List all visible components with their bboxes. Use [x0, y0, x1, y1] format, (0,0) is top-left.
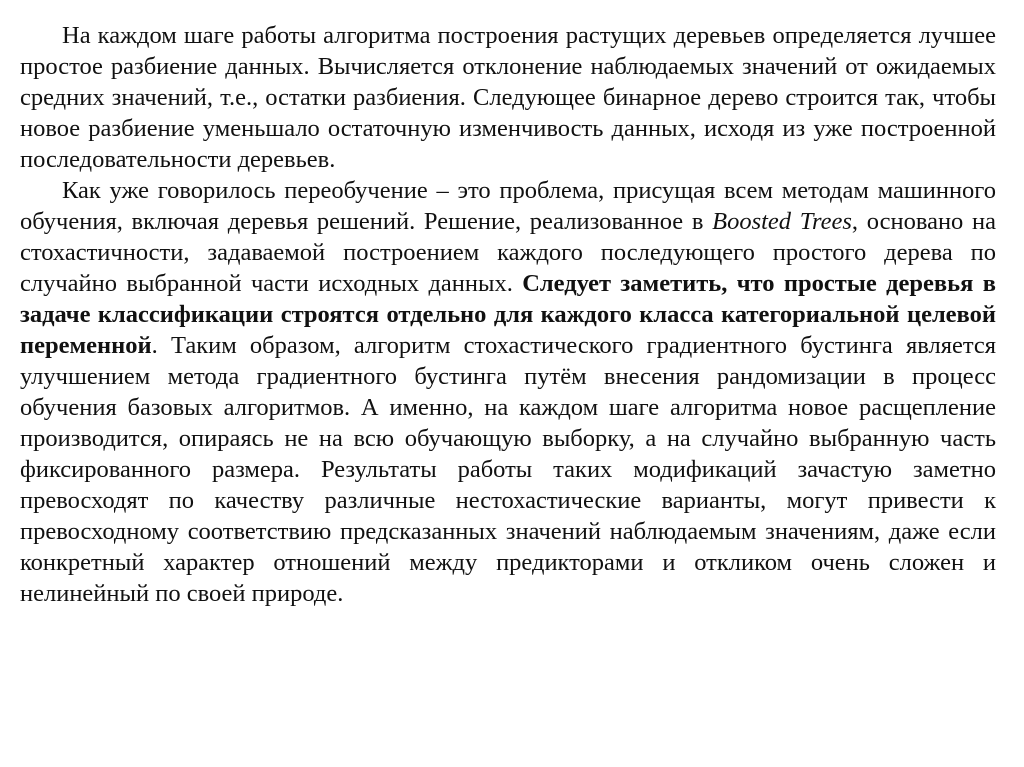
bold-emphasis-note: Следует заметить, что простые деревья в задаче классификации строятся отдельно для каждого класса категориальной целевой переменной	[20, 270, 996, 359]
paragraph-1	[20, 20, 996, 175]
paragraph-1-text: На каждом шаге работы алгоритма построения растущих деревьев определяется лучшее простое разбиение данных. Вычисляется отклонение наблюдаемых значений от ожидаемых средних значений, т.е., остатки разбиения. Следующее бинарное дерево строится так, чтобы новое разбиение уменьшало остаточную изменчивость данных, исходя из уже построенной последовательности деревьев.	[20, 22, 996, 173]
slide-text-body	[20, 20, 996, 609]
paragraph-2-text-b: , основано на стохастичности, задаваемой построением каждого последующего простого дерева по случайно выбранной части исходных данных.	[20, 208, 996, 297]
paragraph-2-text-a: Как уже говорилось переобучение – это проблема, присущая всем методам машинного обучения, включая деревья решений. Решение, реализованное в	[20, 177, 996, 235]
paragraph-2-text-c: . Таким образом, алгоритм стохастического градиентного бустинга является улучшением метода градиентного бустинга путём внесения рандомизации в процесс обучения базовых алгоритмов. А именно, на каждом шаге алгоритма новое расщепление производится, опираясь не на всю обучающую выборку, а на случайно выбранную часть фиксированного размера. Результаты работы таких модификаций зачастую заметно превосходят по качеству различные нестохастические варианты, могут привести к превосходному соответствию предсказанных значений наблюдаемым значениям, даже если конкретный характер отношений между предикторами и откликом очень сложен и нелинейный по своей природе.	[20, 332, 996, 607]
boosted-trees-term: Boosted Trees	[712, 208, 852, 235]
paragraph-2	[20, 175, 996, 609]
